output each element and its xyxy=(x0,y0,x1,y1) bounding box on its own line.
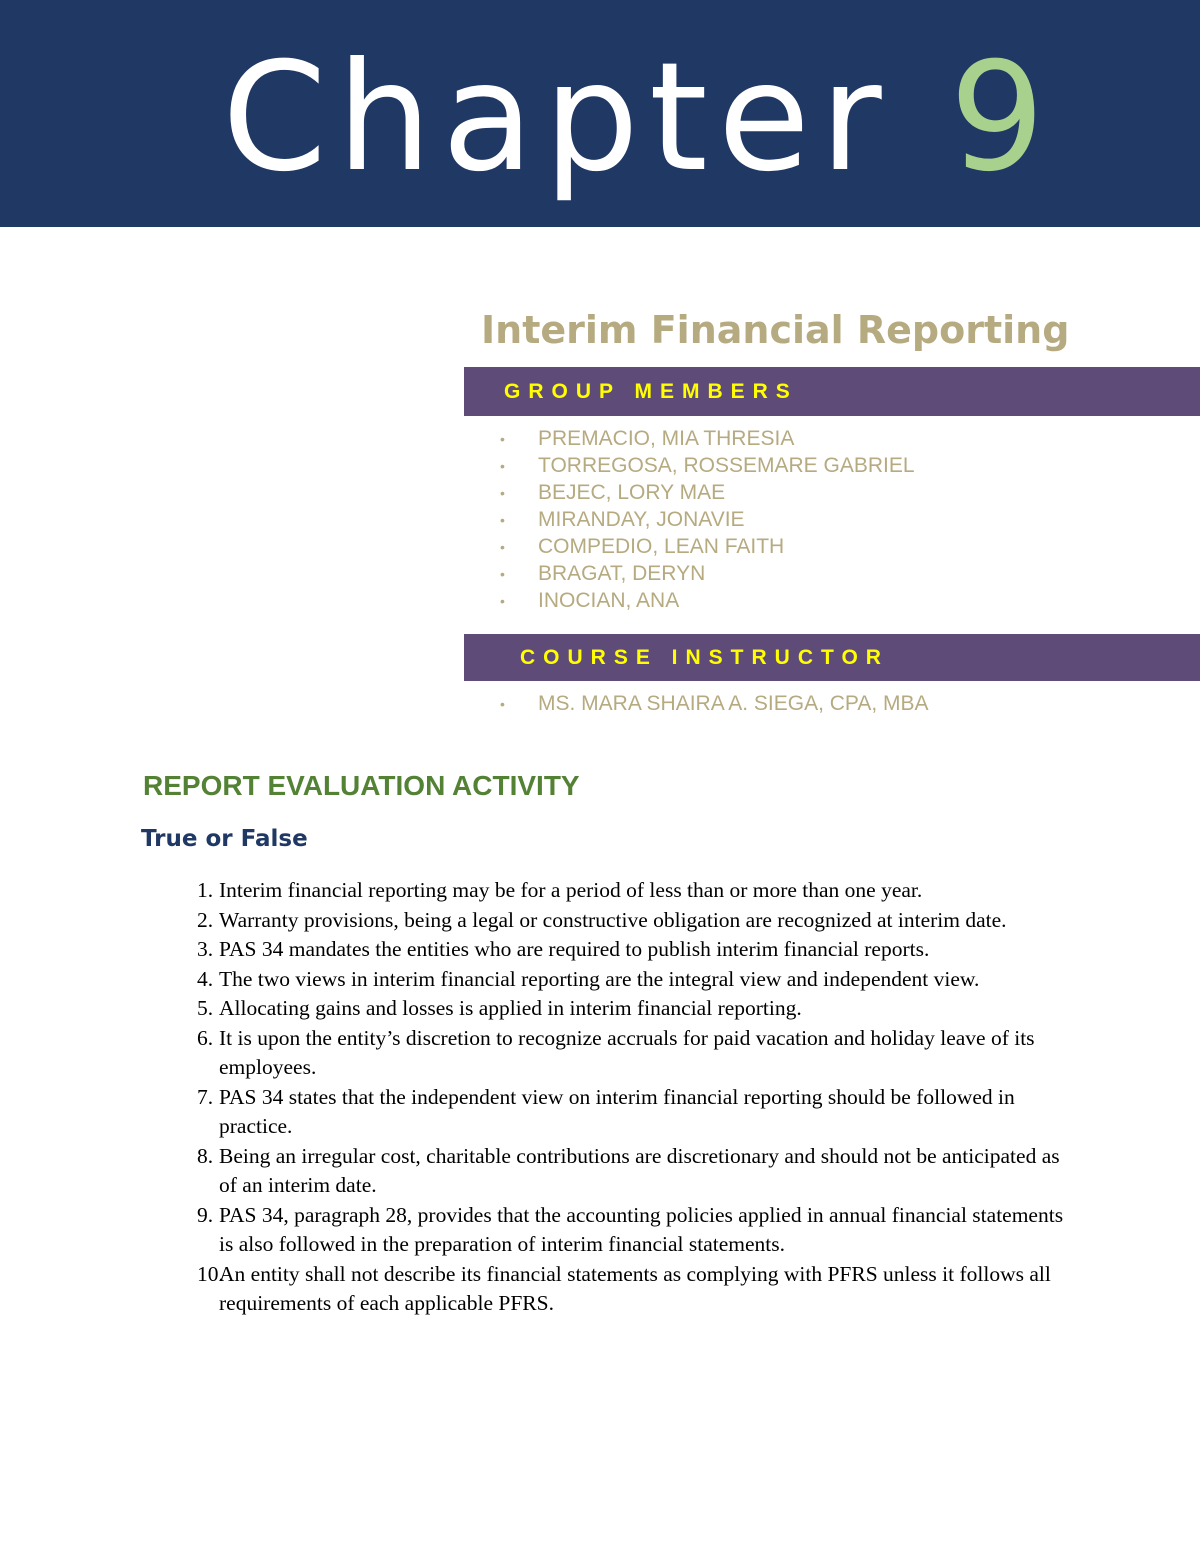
instructor-list xyxy=(500,690,929,717)
question-text: An entity shall not describe its financial statements as complying with PFRS unless it follows all requirements of each applicable PFRS. xyxy=(219,1261,1051,1315)
question-number: 6. xyxy=(197,1025,214,1050)
question-item xyxy=(143,994,1073,1024)
question-number: 7. xyxy=(197,1084,214,1109)
bullet-icon: • xyxy=(500,538,505,555)
bullet-icon: • xyxy=(500,695,505,712)
group-members-bar xyxy=(464,367,1200,416)
question-item xyxy=(143,1201,1073,1260)
question-number: 10. xyxy=(197,1261,224,1286)
question-text: Interim financial reporting may be for a period of less than or more than one year. xyxy=(219,878,923,902)
bullet-icon: • xyxy=(500,592,505,609)
question-number: 1. xyxy=(197,878,214,902)
subject-title: Interim Financial Reporting xyxy=(481,308,1070,352)
course-instructor-bar xyxy=(464,634,1200,681)
chapter-title xyxy=(222,18,1055,218)
question-item xyxy=(143,965,1073,995)
chapter-banner xyxy=(0,0,1200,227)
question-item xyxy=(143,1083,1073,1142)
question-item xyxy=(143,935,1073,965)
question-number: 3. xyxy=(197,937,214,961)
member-item: • TORREGOSA, ROSSEMARE GABRIEL xyxy=(500,452,915,479)
member-item: • COMPEDIO, LEAN FAITH xyxy=(500,533,915,560)
question-text: Warranty provisions, being a legal or constructive obligation are recognized at interim date. xyxy=(219,907,1007,932)
question-item xyxy=(143,1142,1073,1201)
question-number: 4. xyxy=(197,966,214,991)
question-number: 2. xyxy=(197,907,214,932)
course-instructor-label: COURSE INSTRUCTOR xyxy=(520,646,889,669)
group-members-list xyxy=(500,425,915,614)
bullet-icon: • xyxy=(500,484,505,501)
question-text: Being an irregular cost, charitable contributions are discretionary and should not be anticipated as of an interim date. xyxy=(219,1143,1060,1197)
member-item: • BRAGAT, DERYN xyxy=(500,560,915,587)
question-item xyxy=(143,1260,1073,1319)
question-item xyxy=(143,876,1073,906)
member-item: • MIRANDAY, JONAVIE xyxy=(500,506,915,533)
question-text: It is upon the entity’s discretion to recognize accruals for paid vacation and holiday leave of its employees. xyxy=(219,1025,1035,1079)
chapter-word: Chapter xyxy=(222,31,892,205)
question-text: PAS 34, paragraph 28, provides that the accounting policies applied in annual financial statements is also followed in the preparation of interim financial statements. xyxy=(219,1202,1064,1256)
bullet-icon: • xyxy=(500,511,505,528)
activity-subheading: True or False xyxy=(141,826,308,852)
bullet-icon: • xyxy=(500,565,505,582)
question-item xyxy=(143,906,1073,936)
question-text: Allocating gains and losses is applied in interim financial reporting. xyxy=(219,996,802,1020)
member-item: • BEJEC, LORY MAE xyxy=(500,479,915,506)
question-item xyxy=(143,1024,1073,1083)
chapter-number: 9 xyxy=(949,31,1055,205)
bullet-icon: • xyxy=(500,430,505,447)
question-number: 9. xyxy=(197,1202,214,1227)
question-text: The two views in interim financial reporting are the integral view and independent view. xyxy=(219,966,980,991)
question-list xyxy=(143,876,1073,1319)
member-item: • INOCIAN, ANA xyxy=(500,587,915,614)
activity-heading: REPORT EVALUATION ACTIVITY xyxy=(143,770,580,801)
instructor-item: • MS. MARA SHAIRA A. SIEGA, CPA, MBA xyxy=(500,690,929,717)
question-number: 5. xyxy=(197,996,214,1020)
question-text: PAS 34 mandates the entities who are required to publish interim financial reports. xyxy=(219,937,930,961)
member-item: • PREMACIO, MIA THRESIA xyxy=(500,425,915,452)
group-members-label: GROUP MEMBERS xyxy=(504,380,798,403)
question-number: 8. xyxy=(197,1143,214,1168)
bullet-icon: • xyxy=(500,457,505,474)
question-text: PAS 34 states that the independent view on interim financial reporting should be followed in practice. xyxy=(219,1084,1015,1138)
